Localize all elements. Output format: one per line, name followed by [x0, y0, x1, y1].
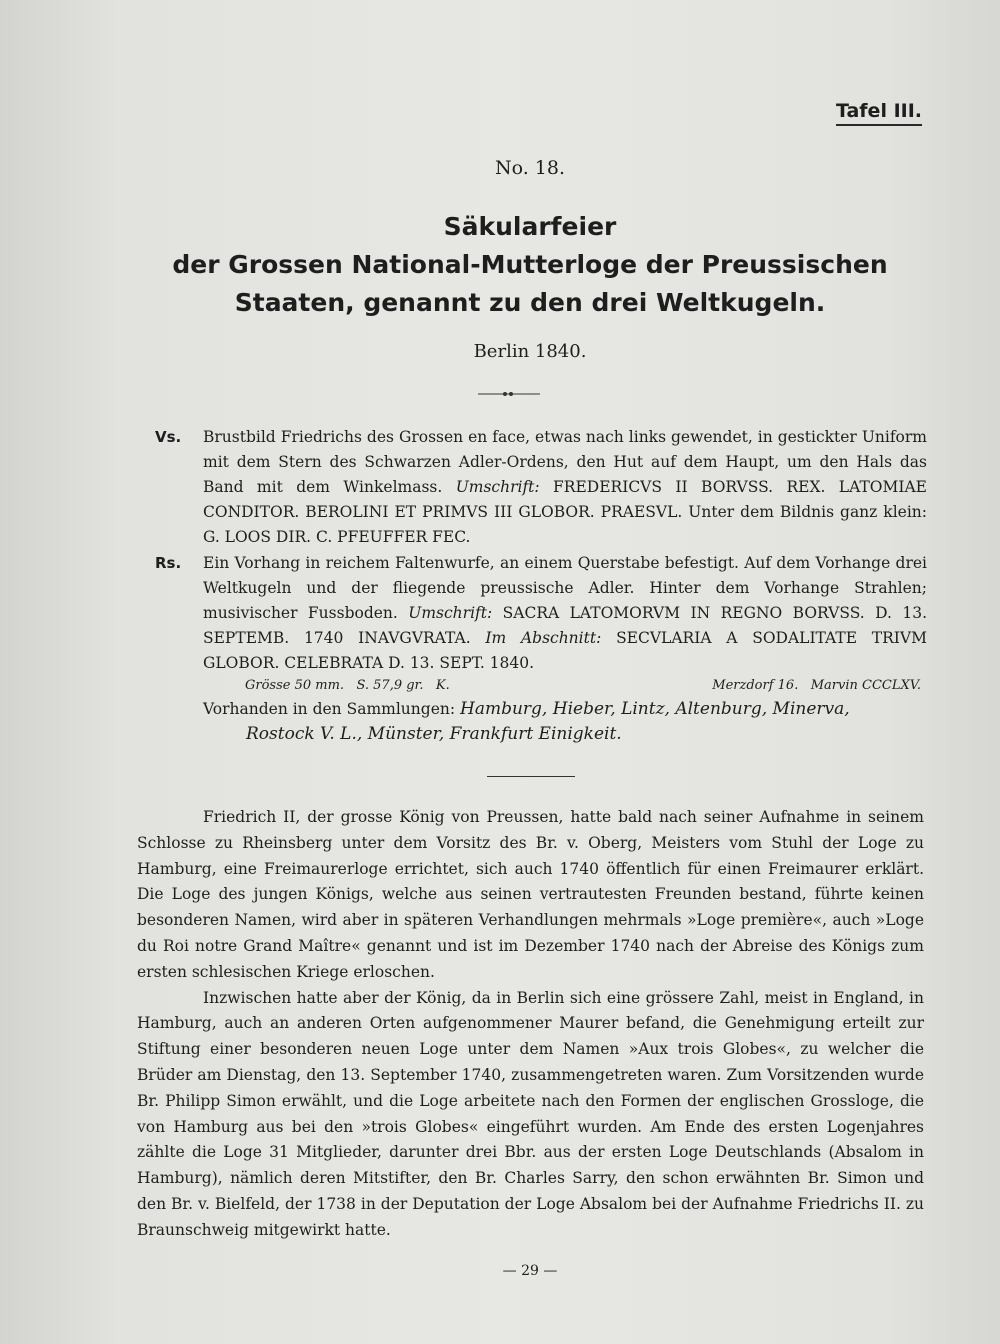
ornament-divider [478, 390, 540, 398]
obverse-umschrift-label: Umschrift: [455, 478, 540, 496]
medal-specs [245, 678, 921, 698]
obverse-label: Vs. [155, 428, 182, 446]
reverse-text-part-3: SECVLARIA A SODALITATE TRIVM GLOBOR. CELEBRATA D. 13. SEPT. 1840. [203, 629, 927, 672]
paragraph-1: Friedrich II, der grosse König von Preussen, hatte bald nach seiner Aufnahme in seinem Schlosse zu Rheinsberg unter dem Vorsitz des Br. v. Oberg, Meisters vom Stuhl der Loge zu Hamburg, eine Freimaurerloge errichtet, sich auch 1740 öffentlich für einen Freimaurer erklärt. Die Loge des jungen Königs, welche aus seinen vertrautesten Freunden bestand, führte keinen besonderen Namen, wird aber in späteren Verhandlungen mehrmals »Loge première«, auch »Loge du Roi notre Grand Maître« genannt und ist im Dezember 1740 nach der Abreise des Königs zum ersten schlesischen Kriege erloschen. [137, 808, 924, 981]
title-line-2: der Grossen National-Mutterloge der Preussischen [172, 250, 888, 279]
collections [203, 697, 923, 747]
place-date: Berlin 1840. [473, 341, 587, 362]
plate-number: Tafel III. [836, 100, 922, 126]
catalog-references: Merzdorf 16. Marvin CCCLXV. [712, 678, 921, 693]
collections-list-1: Hamburg, Hieber, Lintz, Altenburg, Minerva, [460, 699, 850, 719]
reverse-text [203, 551, 927, 676]
reverse-label: Rs. [155, 554, 182, 572]
page-number: — 29 — [502, 1263, 558, 1279]
obverse-text [203, 425, 927, 550]
collections-list-2: Rostock V. L., Münster, Frankfurt Einigkeit. [246, 724, 622, 744]
paragraph-2: Inzwischen hatte aber der König, da in Berlin sich eine grössere Zahl, meist in England, in Hamburg, auch an anderen Orten aufgenommener Maurer befand, die Genehmigung erteilt zur Stiftung einer besonderen neuen Loge unter dem Namen »Aux trois Globes«, zu welcher die Brüder am Dienstag, den 13. September 1740, zusammengetreten waren. Zum Vorsitzenden wurde Br. Philipp Simon erwählt, und die Loge arbeitete nach den Formen der englischen Grossloge, die von Hamburg aus bei den »trois Globes« eingeführt wurden. Am Ende des ersten Logenjahres zählte die Loge 31 Mitglieder, darunter drei Bbr. aus der ersten Loge Deutschlands (Absalom in Hamburg), nämlich deren Mitstifter, den Br. Charles Sarry, den schon erwähnten Br. Simon und den Br. v. Bielfeld, der 1738 in der Deputation der Loge Absalom bei der Aufnahme Friedrichs II. zu Braunschweig mitgewirkt hatte. [137, 988, 924, 1239]
title-line-3: Staaten, genannt zu den drei Weltkugeln. [234, 288, 826, 317]
reverse-abschnitt-label: Im Abschnitt: [485, 629, 602, 647]
entry-number: No. 18. [494, 157, 566, 179]
reverse-description [137, 551, 927, 676]
collections-lead: Vorhanden in den Sammlungen: [203, 700, 456, 718]
reverse-umschrift-label: Umschrift: [408, 604, 493, 622]
title-line-1: Säkularfeier [443, 212, 617, 241]
obverse-text-part-2: FREDERICVS II BORVSS. REX. LATOMIAE CONDITOR. BEROLINI ET PRIMVS III GLOBOR. PRAESVL. Unter dem Bildnis ganz klein: G. LOOS DIR. C. PFEUFFER FEC. [203, 478, 927, 546]
obverse-description [137, 425, 927, 550]
reverse-text-part-2: SACRA LATOMORVM IN REGNO BORVSS. D. 13. SEPTEMB. 1740 INAVGVRATA. [203, 604, 927, 647]
body-text [137, 805, 924, 1244]
page-title [0, 208, 1000, 322]
section-divider [487, 776, 575, 777]
reverse-text-part-1: Ein Vorhang in reichem Faltenwurfe, an einem Querstabe befestigt. Auf dem Vorhange drei Weltkugeln und der fliegende preussische Adler. Hinter dem Vorhange Strahlen; musivischer Fussboden. [203, 554, 927, 622]
size-weight-spec: Grösse 50 mm. S. 57,9 gr. K. [245, 678, 450, 693]
obverse-text-part-1: Brustbild Friedrichs des Grossen en face, etwas nach links gewendet, in gestickter Uniform mit dem Stern des Schwarzen Adler-Ordens, den Hut auf dem Haupt, um den Hals das Band mit dem Winkelmass. [203, 428, 927, 496]
